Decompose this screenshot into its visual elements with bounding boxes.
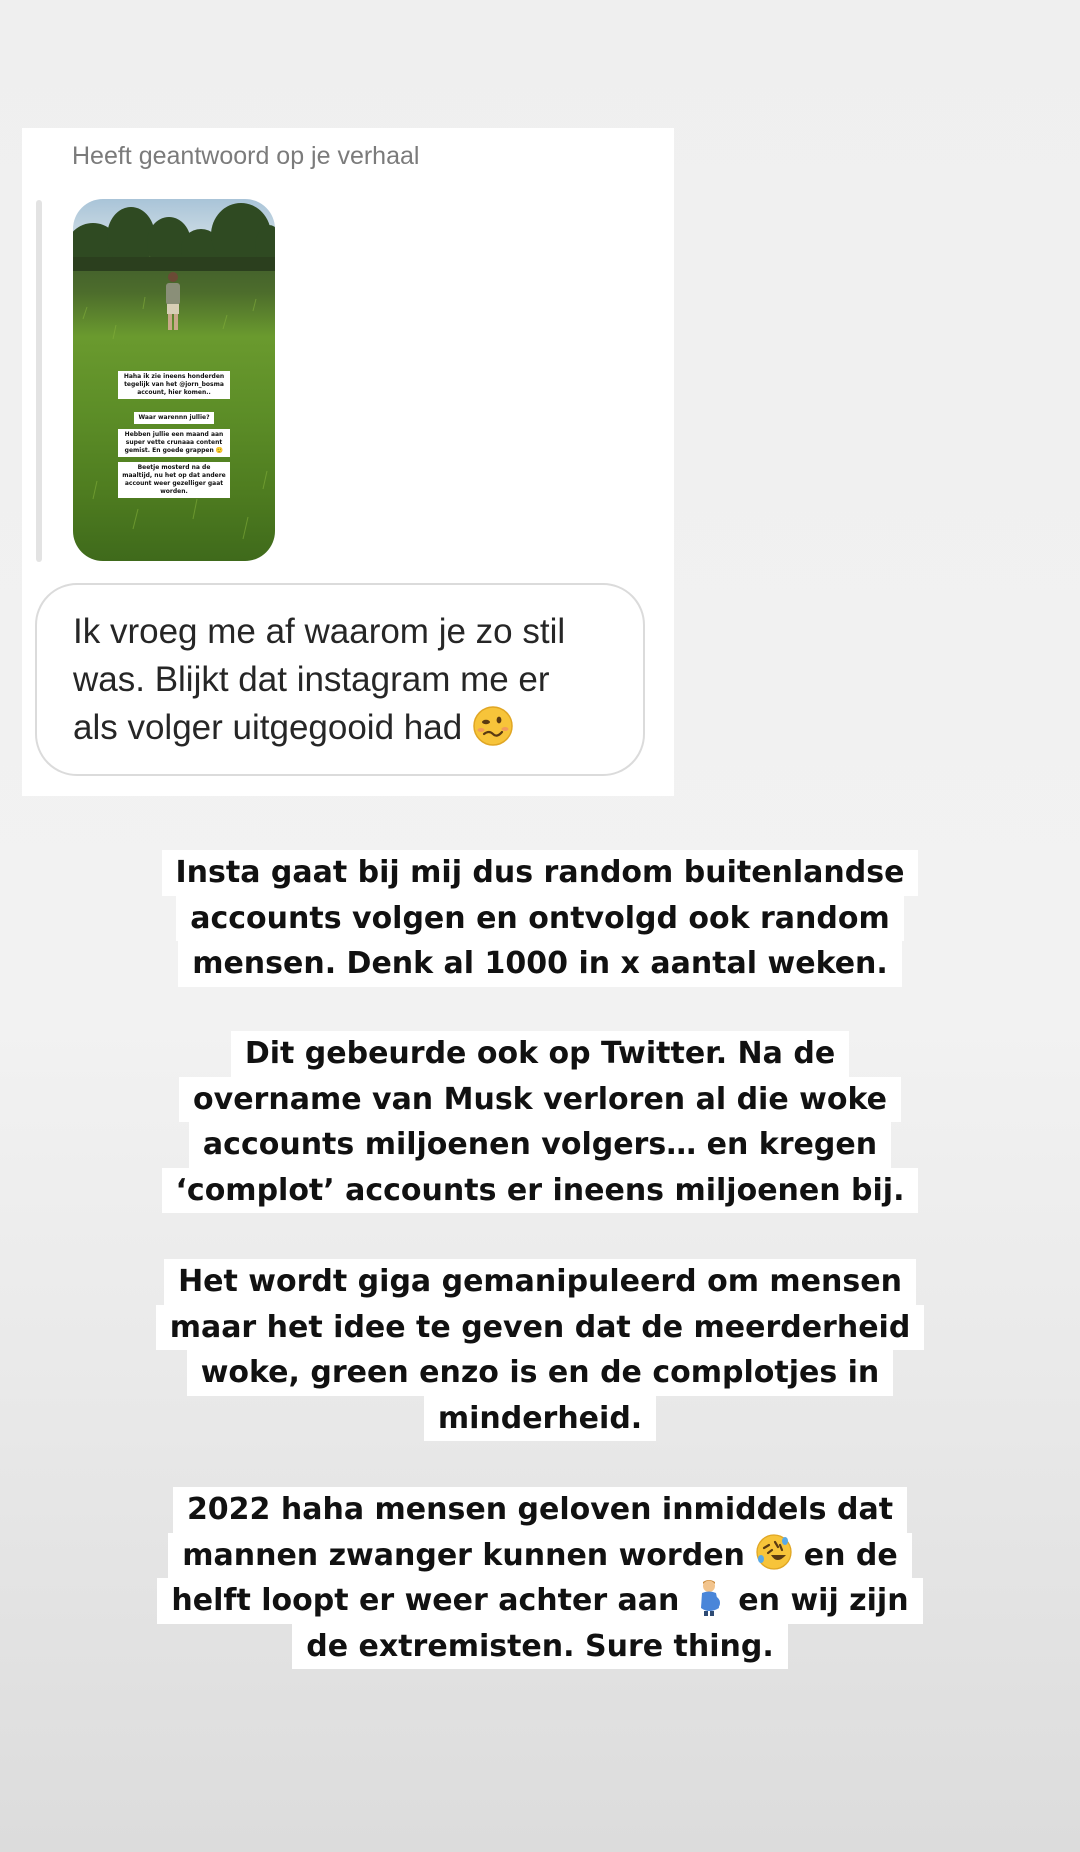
caption-4-line-3-text-a: helft loopt er weer achter aan bbox=[171, 1583, 690, 1618]
caption-2-line-1: Dit gebeurde ook op Twitter. Na de bbox=[231, 1031, 849, 1077]
woozy-face-icon bbox=[472, 705, 514, 747]
caption-4-line-1: 2022 haha mensen geloven inmiddels dat bbox=[173, 1487, 907, 1533]
caption-2-line-3: accounts miljoenen volgers… en kregen bbox=[189, 1122, 891, 1168]
quote-bar bbox=[36, 200, 42, 562]
story-text-stickers bbox=[73, 371, 275, 503]
caption-3-line-4: minderheid. bbox=[424, 1396, 656, 1442]
caption-2-line-2: overname van Musk verloren al die woke bbox=[179, 1077, 901, 1123]
caption-3-line-2: maar het idee te geven dat de meerderheid bbox=[156, 1305, 925, 1351]
reply-message-line-2: was. Blijkt dat instagram me er bbox=[73, 660, 550, 699]
pregnant-man-icon bbox=[690, 1578, 728, 1616]
story-text-3: Hebben jullie een maand aan super vette crunaaa content gemist. En goede grappen 🙂 bbox=[118, 429, 230, 457]
caption-4-line-2 bbox=[168, 1533, 912, 1579]
story-thumbnail[interactable] bbox=[73, 199, 275, 561]
caption-3-line-1: Het wordt giga gemanipuleerd om mensen bbox=[164, 1259, 916, 1305]
reply-message-text bbox=[73, 608, 633, 752]
caption-4-line-3-text-b: en wij zijn bbox=[727, 1583, 909, 1618]
caption-1-line-3: mensen. Denk al 1000 in x aantal weken. bbox=[178, 941, 902, 987]
caption-1-line-1: Insta gaat bij mij dus random buitenlandse bbox=[162, 850, 919, 896]
story-text-2: Waar warennn jullie? bbox=[134, 412, 213, 424]
caption-1-line-2: accounts volgen en ontvolgd ook random bbox=[176, 896, 904, 942]
reply-message-line-3: als volger uitgegooid had bbox=[73, 708, 463, 747]
caption-4-line-4: de extremisten. Sure thing. bbox=[292, 1624, 788, 1670]
caption-4-line-3 bbox=[157, 1578, 922, 1624]
story-text-1: Haha ik zie ineens honderden tegelijk van het @jorn_bosma account, hier komen.. bbox=[118, 371, 230, 399]
caption-block-3 bbox=[150, 1259, 930, 1441]
reply-message-line-1: Ik vroeg me af waarom je zo stil bbox=[73, 612, 566, 651]
caption-2-line-4: ‘complot’ accounts er ineens miljoenen bij. bbox=[162, 1168, 919, 1214]
story-reply-card bbox=[22, 128, 674, 796]
rolling-laughing-icon bbox=[755, 1533, 793, 1571]
story-text-4: Beetje mosterd na de maaltijd, nu het op dat andere account weer gezelliger gaat worden. bbox=[118, 462, 230, 498]
caption-block-2 bbox=[150, 1031, 930, 1213]
reply-header: Heeft geantwoord op je verhaal bbox=[72, 142, 420, 170]
caption-4-line-2-text-a: mannen zwanger kunnen worden bbox=[182, 1537, 756, 1573]
caption-block-1 bbox=[150, 850, 930, 987]
caption-block-4 bbox=[150, 1487, 930, 1669]
caption-4-line-2-text-b: en de bbox=[793, 1537, 898, 1573]
caption-3-line-3: woke, green enzo is en de complotjes in bbox=[187, 1350, 894, 1396]
reply-message-bubble bbox=[35, 583, 645, 776]
person-figure bbox=[166, 272, 180, 330]
